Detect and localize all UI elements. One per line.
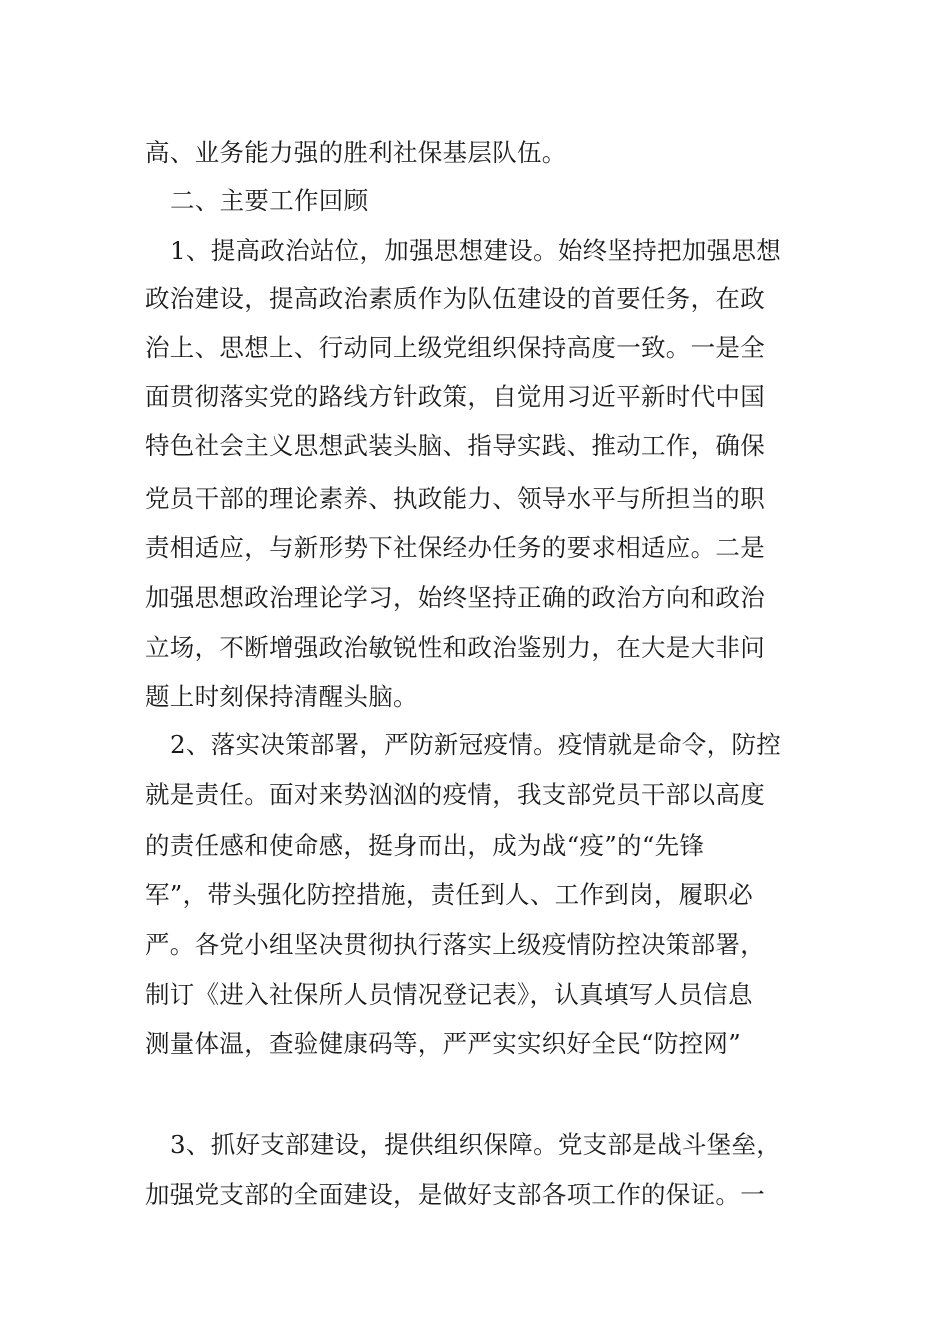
text-line: 题上时刻保持清醒头脑。 (145, 682, 418, 711)
text-line: 治上、思想上、行动同上级党组织保持高度一致。一是全 (145, 333, 765, 362)
section-heading: 二、主要工作回顾 (170, 186, 369, 215)
text-line: 的责任感和使命感，挺身而出，成为战“疫”的“先锋 (145, 831, 705, 860)
text-line: 高、业务能力强的胜利社保基层队伍。 (145, 138, 567, 167)
text-line: 严。各党小组坚决贯彻执行落实上级疫情防控决策部署， (145, 930, 765, 959)
text-line: 立场，不断增强政治敏锐性和政治鉴别力，在大是大非问 (145, 633, 765, 662)
text-line: 特色社会主义思想武装头脑、指导实践、推动工作，确保 (145, 431, 765, 460)
text-line: 加强党支部的全面建设，是做好支部各项工作的保证。一 (145, 1180, 765, 1209)
text-line: 测量体温，查验健康码等，严严实实织好全民“防控网” (145, 1029, 742, 1058)
text-line: 1、提高政治站位，加强思想建设。始终坚持把加强思想 (170, 236, 782, 265)
text-line: 责相适应，与新形势下社保经办任务的要求相适应。二是 (145, 533, 765, 562)
text-line: 制订《进入社保所人员情况登记表》，认真填写人员信息 (145, 980, 753, 1009)
text-line: 面贯彻落实党的路线方针政策，自觉用习近平新时代中国 (145, 382, 765, 411)
text-line: 军”，带头强化防控措施，责任到人、工作到岗，履职必 (145, 880, 754, 909)
text-line: 就是责任。面对来势汹汹的疫情，我支部党员干部以高度 (145, 780, 765, 809)
text-line: 政治建设，提高政治素质作为队伍建设的首要任务，在政 (145, 284, 765, 313)
text-line: 党员干部的理论素养、执政能力、领导水平与所担当的职 (145, 484, 765, 513)
text-line: 3、抓好支部建设，提供组织保障。党支部是战斗堡垒， (170, 1130, 782, 1159)
text-line: 2、落实决策部署，严防新冠疫情。疫情就是命令，防控 (170, 730, 782, 759)
text-line: 加强思想政治理论学习，始终坚持正确的政治方向和政治 (145, 583, 765, 612)
